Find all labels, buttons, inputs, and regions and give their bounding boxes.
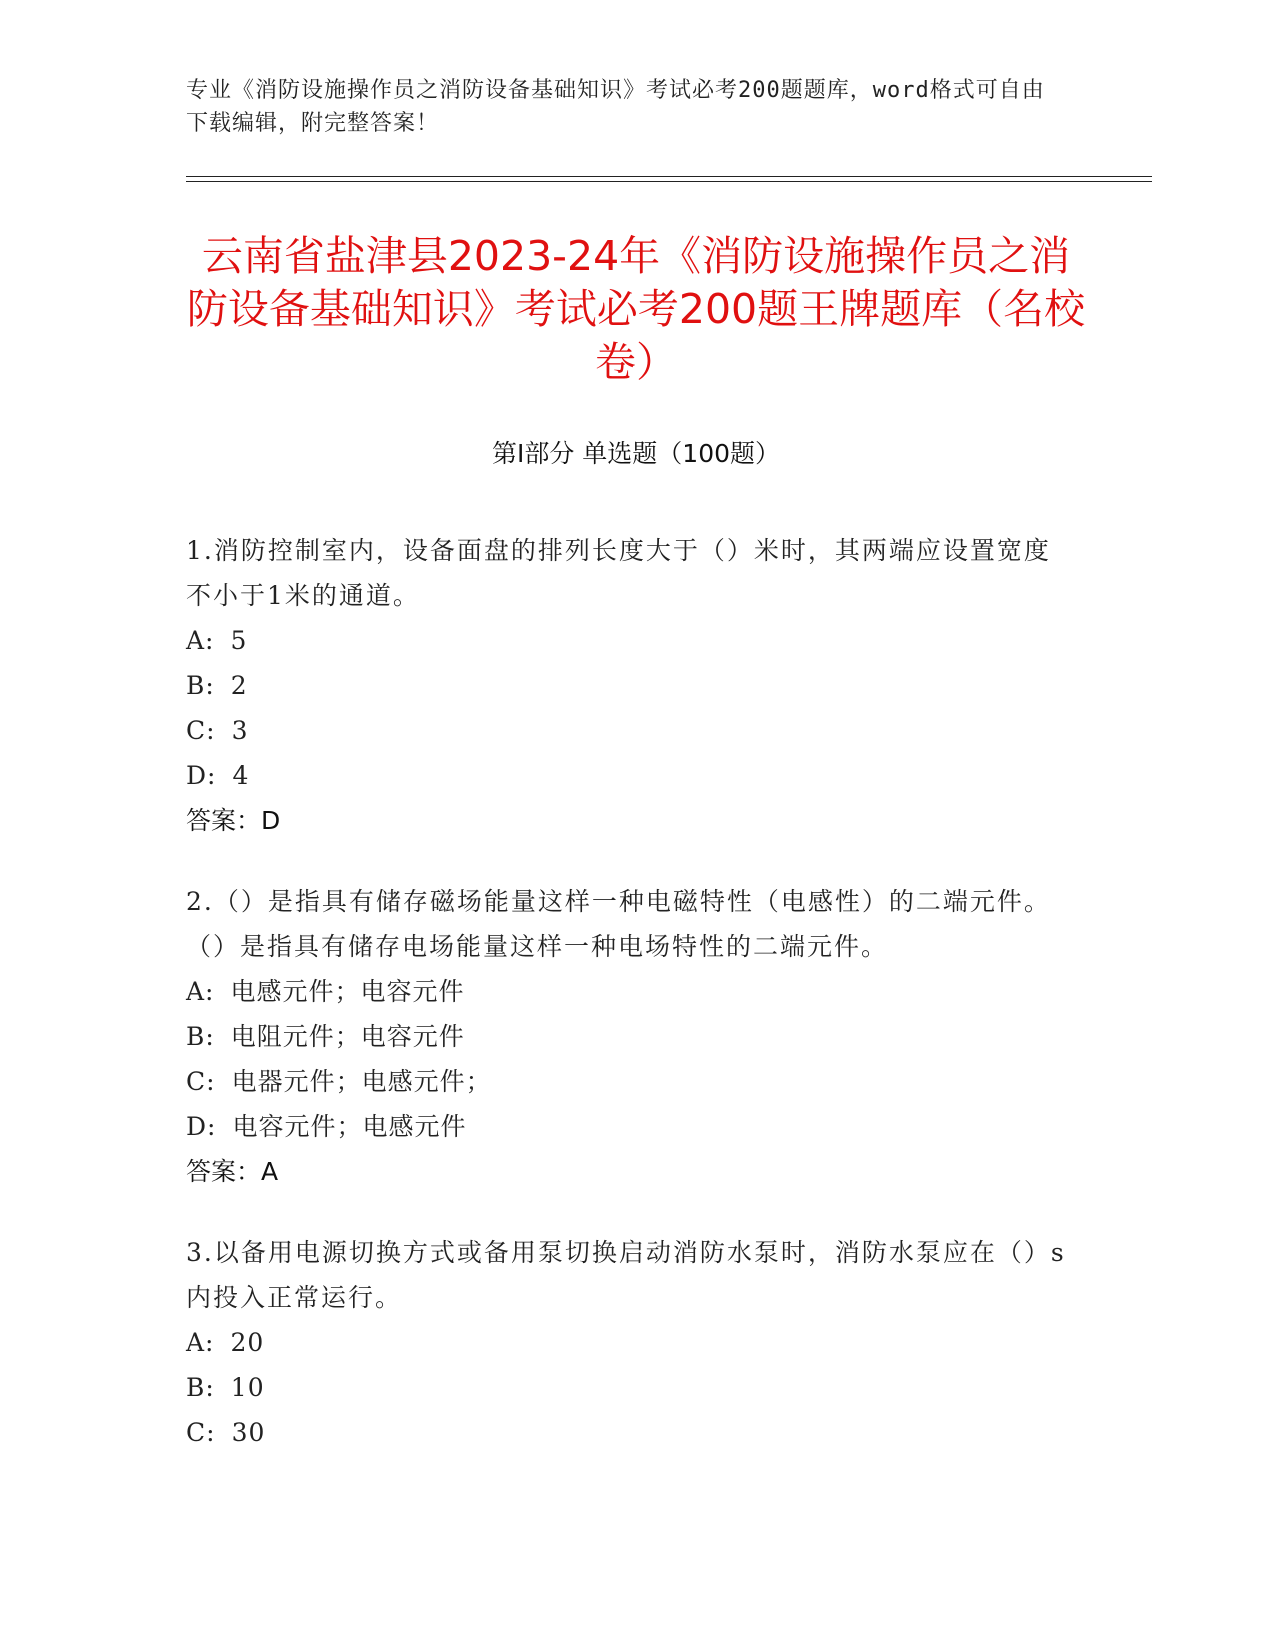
option-letter: C: — [186, 1067, 216, 1096]
option-a — [186, 969, 1066, 1014]
option-letter: D: — [186, 761, 217, 790]
option-c — [186, 1059, 1066, 1104]
question-2 — [186, 879, 1066, 1194]
option-text: 电容元件；电感元件 — [232, 1112, 467, 1141]
option-letter: D: — [186, 1112, 217, 1141]
answer: 答案：D — [186, 806, 281, 835]
option-text: 5 — [230, 626, 248, 655]
option-b — [186, 663, 1066, 708]
option-a — [186, 618, 1066, 663]
option-letter: C: — [186, 1418, 216, 1447]
option-letter: A: — [186, 977, 215, 1006]
option-text: 电器元件；电感元件； — [231, 1067, 492, 1096]
option-text: 30 — [231, 1418, 266, 1447]
option-letter: A: — [186, 626, 215, 655]
header-divider-bottom — [186, 181, 1152, 182]
question-1 — [186, 528, 1066, 843]
option-text: 20 — [230, 1328, 265, 1357]
option-b — [186, 1365, 1066, 1410]
option-letter: C: — [186, 716, 216, 745]
option-b — [186, 1014, 1066, 1059]
option-letter: B: — [186, 671, 215, 700]
option-letter: B: — [186, 1022, 215, 1051]
section-title: 第I部分 单选题（100题） — [491, 439, 781, 468]
option-text: 电感元件；电容元件 — [230, 977, 465, 1006]
answer: 答案：A — [186, 1157, 279, 1186]
option-d — [186, 1104, 1066, 1149]
question-3 — [186, 1230, 1066, 1455]
document-title: 云南省盐津县2023-24年《消防设施操作员之消防设备基础知识》考试必考200题王牌题库（名校卷） — [186, 232, 1086, 386]
question-stem: 3.以备用电源切换方式或备用泵切换启动消防水泵时，消防水泵应在（）s内投入正常运行。 — [186, 1238, 1066, 1312]
option-text: 4 — [232, 761, 250, 790]
question-stem: 1.消防控制室内，设备面盘的排列长度大于（）米时，其两端应设置宽度不小于1米的通道。 — [186, 536, 1051, 610]
option-d — [186, 753, 1066, 798]
option-letter: B: — [186, 1373, 215, 1402]
option-c — [186, 1410, 1066, 1455]
option-text: 电阻元件；电容元件 — [230, 1022, 465, 1051]
question-stem: 2.（）是指具有储存磁场能量这样一种电磁特性（电感性）的二端元件。（）是指具有储存电场能量这样一种电场特性的二端元件。 — [186, 887, 1051, 961]
option-text: 10 — [230, 1373, 265, 1402]
header-divider-top — [186, 176, 1152, 177]
option-letter: A: — [186, 1328, 215, 1357]
header-note: 专业《消防设施操作员之消防设备基础知识》考试必考200题题库，word格式可自由下载编辑，附完整答案！ — [186, 78, 1045, 136]
option-a — [186, 1320, 1066, 1365]
option-text: 2 — [230, 671, 248, 700]
option-text: 3 — [231, 716, 249, 745]
question-list — [186, 528, 1066, 1491]
option-c — [186, 708, 1066, 753]
